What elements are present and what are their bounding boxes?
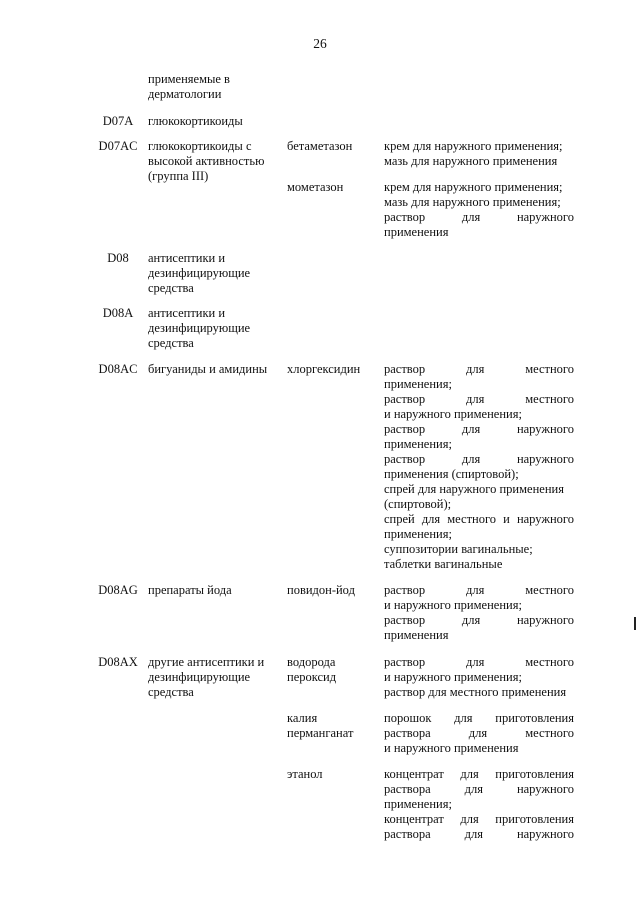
text-line: раствора для наружного: [384, 827, 574, 841]
text-line: глюкокортикоиды: [148, 114, 243, 128]
text-line: мометазон: [287, 180, 344, 194]
text-line: и наружного применения;: [384, 598, 522, 612]
text-line: спрей для наружного применения: [384, 482, 564, 496]
atc-code: D07AC: [98, 139, 138, 153]
text-line: раствор для местного: [384, 583, 574, 597]
text-line: бигуаниды и амидины: [148, 362, 268, 376]
drug-name: [287, 711, 379, 741]
text-line: и наружного применения;: [384, 407, 522, 421]
text-line: таблетки вагинальные: [384, 557, 503, 571]
text-line: применения;: [384, 377, 452, 391]
text-line: высокой активностью: [148, 154, 265, 168]
text-line: калия: [287, 711, 318, 725]
drug-name: [287, 139, 379, 154]
text-line: применения (спиртовой);: [384, 467, 519, 481]
dosage-forms: [384, 583, 574, 643]
text-line: применения;: [384, 797, 452, 811]
text-line: порошок для приготовления: [384, 711, 574, 725]
atc-code: D08: [107, 251, 129, 265]
text-line: (спиртовой);: [384, 497, 452, 511]
drug-name: [287, 767, 379, 782]
atc-code: D08A: [102, 306, 134, 320]
text-line: раствора для наружного: [384, 782, 574, 796]
text-line: средства: [148, 336, 194, 350]
text-line: раствор для местного: [384, 392, 574, 406]
text-line: раствор для местного применения: [384, 685, 567, 699]
text-line: раствор для наружного: [384, 613, 574, 627]
text-line: водорода: [287, 655, 336, 669]
text-line: этанол: [287, 767, 323, 781]
atc-code: D08AC: [98, 362, 138, 376]
text-line: спрей для местного и наружного: [384, 512, 574, 526]
text-line: применения: [384, 225, 449, 239]
text-line: дезинфицирующие: [148, 266, 251, 280]
group-name: [148, 655, 282, 700]
text-line: дезинфицирующие: [148, 321, 251, 335]
text-line: антисептики и: [148, 251, 226, 265]
text-line: суппозитории вагинальные;: [384, 542, 533, 556]
drug-name: [287, 583, 379, 598]
group-name: [148, 306, 282, 351]
text-line: применяемые в: [148, 72, 230, 86]
margin-mark: [634, 617, 636, 630]
text-line: антисептики и: [148, 306, 226, 320]
drug-name: [287, 180, 379, 195]
text-line: раствор для наружного: [384, 422, 574, 436]
text-line: дезинфицирующие: [148, 670, 251, 684]
atc-code: D07A: [102, 114, 134, 128]
drug-name: [287, 655, 379, 685]
text-line: мазь для наружного применения;: [384, 195, 561, 209]
text-line: концентрат для приготовления: [384, 767, 574, 781]
atc-code: D08AG: [98, 583, 138, 597]
text-line: мазь для наружного применения: [384, 154, 558, 168]
atc-code: D08AX: [98, 655, 138, 669]
dosage-forms: [384, 139, 574, 169]
dosage-forms: [384, 711, 574, 756]
text-line: раствор для наружного: [384, 210, 574, 224]
text-line: бетаметазон: [287, 139, 353, 153]
text-line: другие антисептики и: [148, 655, 265, 669]
text-line: и наружного применения: [384, 741, 519, 755]
text-line: хлоргексидин: [287, 362, 361, 376]
text-line: дерматологии: [148, 87, 222, 101]
text-line: применения;: [384, 437, 452, 451]
dosage-forms: [384, 767, 574, 842]
text-line: глюкокортикоиды с: [148, 139, 252, 153]
text-line: (группа III): [148, 169, 209, 183]
group-name: [148, 362, 282, 377]
text-line: перманганат: [287, 726, 354, 740]
group-name: [148, 583, 282, 598]
text-line: применения;: [384, 527, 452, 541]
page-number: 26: [313, 36, 327, 51]
text-line: и наружного применения;: [384, 670, 522, 684]
text-line: препараты йода: [148, 583, 232, 597]
text-line: концентрат для приготовления: [384, 812, 574, 826]
text-line: применения: [384, 628, 449, 642]
text-line: крем для наружного применения;: [384, 180, 563, 194]
text-line: крем для наружного применения;: [384, 139, 563, 153]
text-line: средства: [148, 685, 194, 699]
group-name: [148, 139, 282, 184]
text-line: раствор для местного: [384, 655, 574, 669]
dosage-forms: [384, 655, 574, 700]
text-line: пероксид: [287, 670, 337, 684]
group-name: [148, 251, 282, 296]
text-line: раствор для наружного: [384, 452, 574, 466]
text-line: раствора для местного: [384, 726, 574, 740]
text-line: повидон-йод: [287, 583, 355, 597]
dosage-forms: [384, 180, 574, 240]
group-name: [148, 72, 282, 102]
dosage-forms: [384, 362, 574, 572]
drug-name: [287, 362, 379, 377]
text-line: средства: [148, 281, 194, 295]
group-name: [148, 114, 282, 129]
text-line: раствор для местного: [384, 362, 574, 376]
